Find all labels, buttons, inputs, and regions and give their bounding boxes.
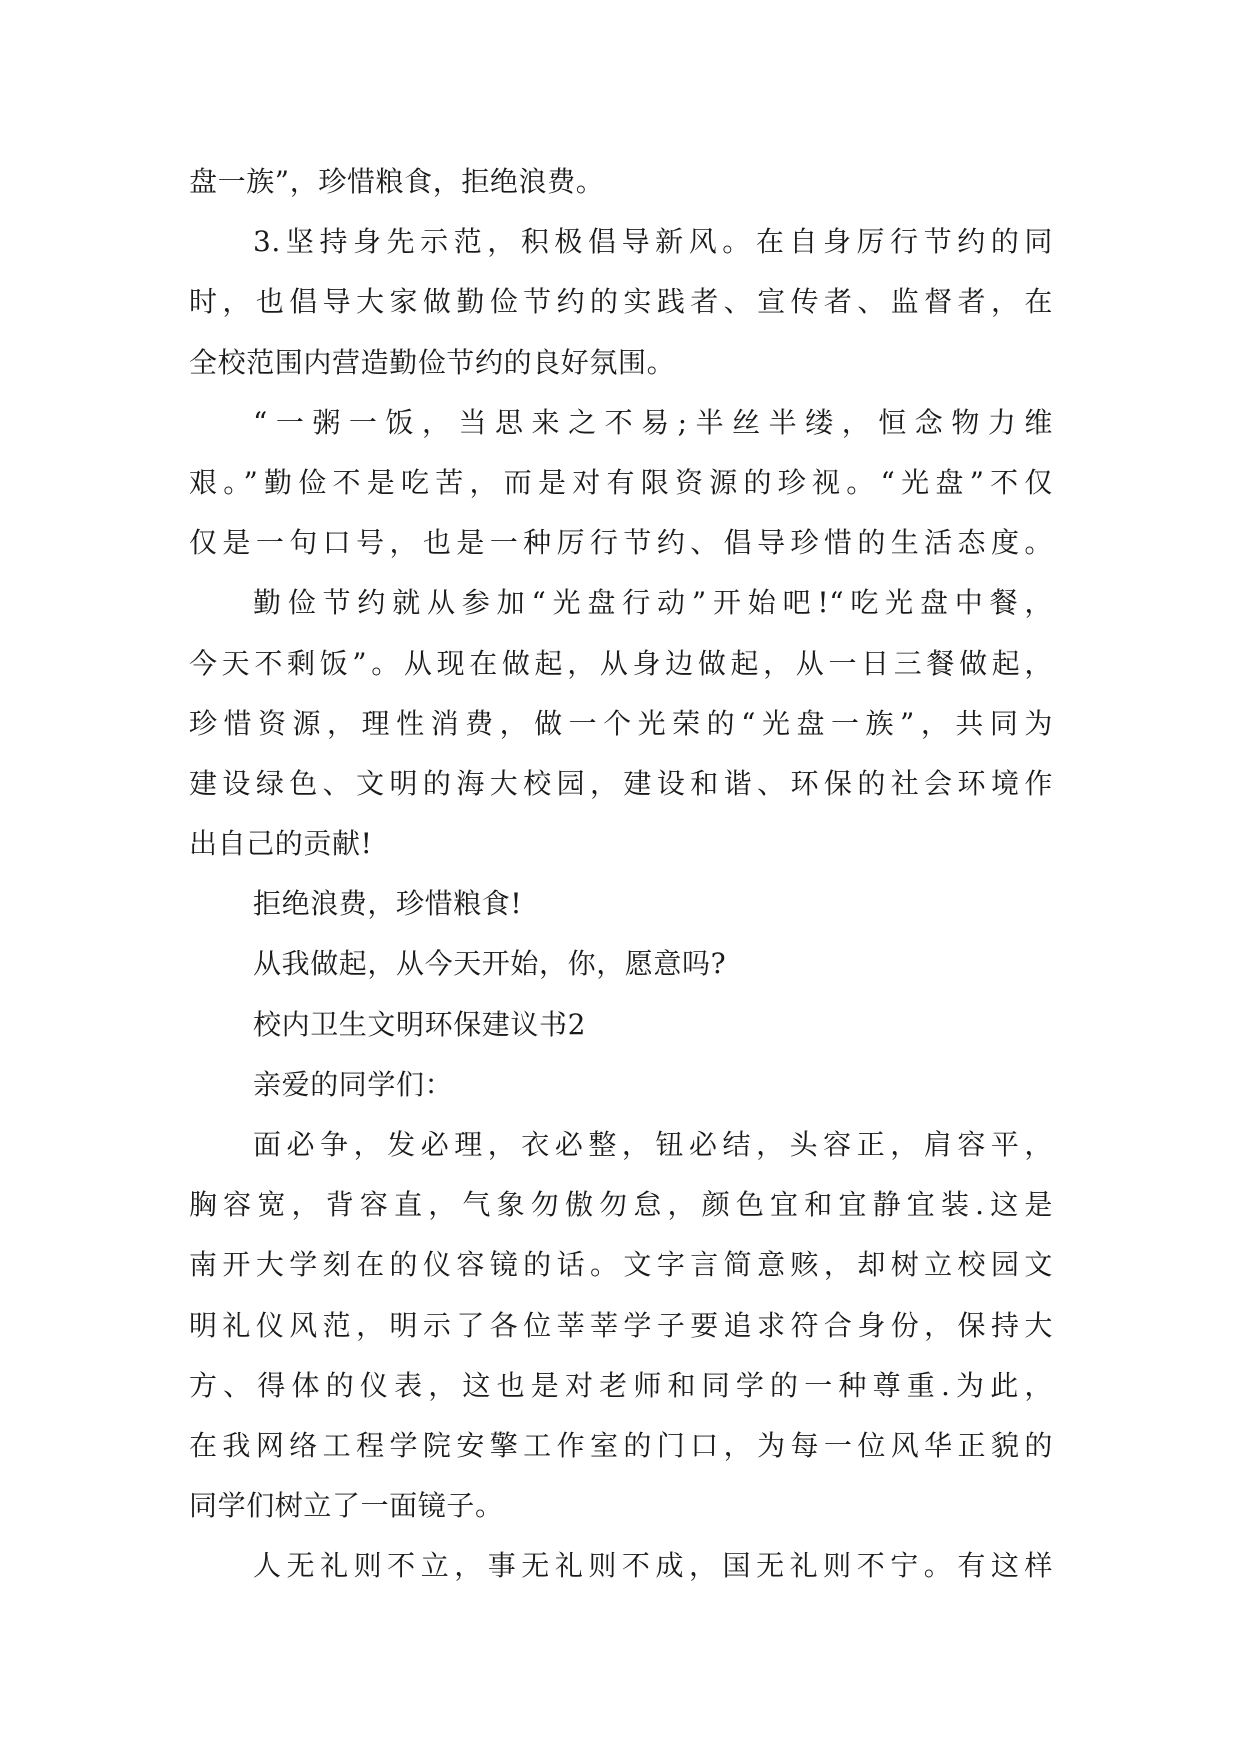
text-line: 拒绝浪费，珍惜粮食! (253, 887, 523, 921)
text-line: 人无礼则不立，事无礼则不成，国无礼则不宁。有这样 (253, 1549, 1053, 1583)
text-line: 校内卫生文明环保建议书2 (253, 1007, 587, 1041)
text-line: 盘一族”，珍惜粮食，拒绝浪费。 (189, 165, 605, 198)
text-line: 明礼仪风范，明示了各位莘莘学子要追求符合身份，保持大 (189, 1308, 1053, 1342)
text-line: 面必争，发必理，衣必整，钮必结，头容正，肩容平， (253, 1128, 1053, 1161)
text-line: 3.坚持身先示范，积极倡导新风。在自身厉行节约的同 (253, 225, 1053, 259)
text-line: 时，也倡导大家做勤俭节约的实践者、宣传者、监督者，在 (189, 285, 1053, 319)
text-line: 亲爱的同学们： (253, 1067, 454, 1101)
text-line: 胸容宽，背容直，气象勿傲勿怠，颜色宜和宜静宜装.这是 (189, 1188, 1053, 1222)
text-line: 南开大学刻在的仪容镜的话。文字言简意赅，却树立校园文 (189, 1248, 1053, 1282)
text-line: “一粥一饭，当思来之不易;半丝半缕，恒念物力维 (253, 405, 1053, 439)
text-line: 从我做起，从今天开始，你，愿意吗? (253, 947, 727, 981)
document-page (189, 152, 1053, 1597)
text-line: 艰。”勤俭不是吃苦，而是对有限资源的珍视。“光盘”不仅 (189, 465, 1053, 499)
text-line: 今天不剩饭”。从现在做起，从身边做起，从一日三餐做起， (189, 646, 1053, 680)
text-line: 珍惜资源，理性消费，做一个光荣的“光盘一族”，共同为 (189, 706, 1053, 740)
text-line: 建设绿色、文明的海大校园，建设和谐、环保的社会环境作 (189, 766, 1053, 800)
text-line: 全校范围内营造勤俭节约的良好氛围。 (189, 345, 676, 379)
text-line: 仅是一句口号，也是一种厉行节约、倡导珍惜的生活态度。 (189, 526, 1053, 560)
text-line: 同学们树立了一面镜子。 (189, 1489, 504, 1523)
text-line: 勤俭节约就从参加“光盘行动”开始吧!“吃光盘中餐， (253, 586, 1053, 620)
text-line: 在我网络工程学院安擎工作室的门口，为每一位风华正貌的 (189, 1428, 1053, 1462)
text-line: 出自己的贡献! (189, 827, 373, 861)
text-line: 方、得体的仪表，这也是对老师和同学的一种尊重.为此， (189, 1368, 1053, 1402)
